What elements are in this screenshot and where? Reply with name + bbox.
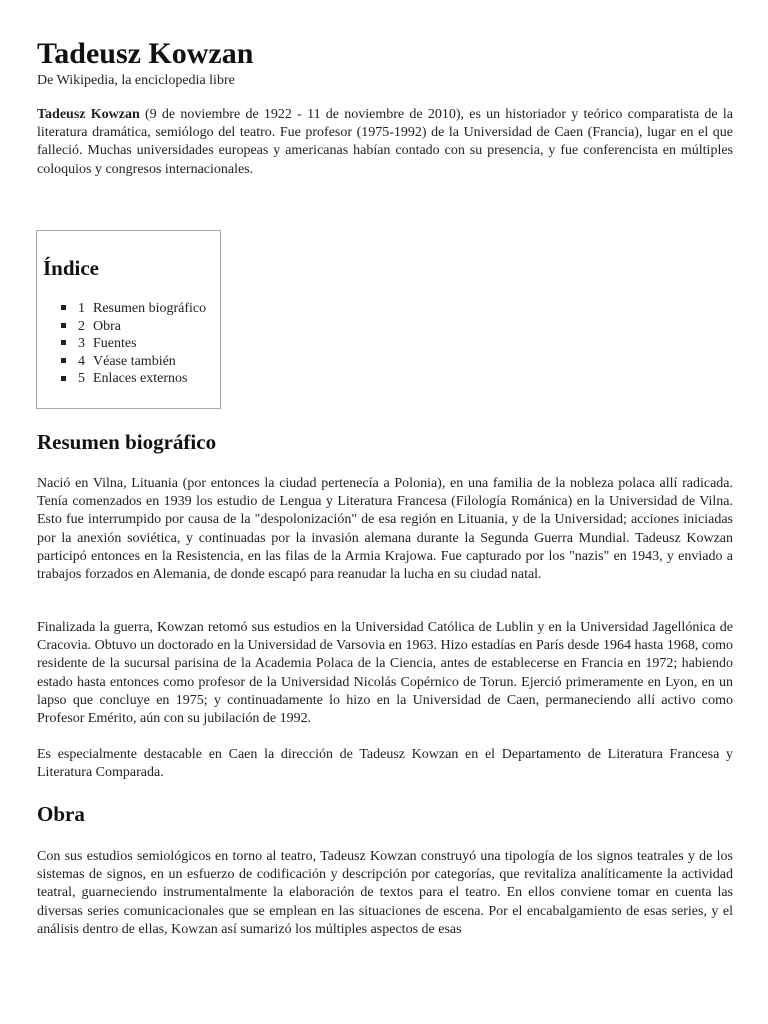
toc-item-enlaces[interactable] bbox=[61, 370, 206, 388]
toc-item-number: 5 bbox=[78, 371, 85, 387]
toc-item-resumen[interactable] bbox=[61, 300, 206, 318]
toc-item-label[interactable]: Resumen biográfico bbox=[93, 301, 207, 316]
toc-item-vease[interactable] bbox=[61, 353, 206, 371]
section-heading-obra: Obra bbox=[37, 802, 85, 826]
toc-item-obra[interactable] bbox=[61, 318, 206, 336]
bullet-icon bbox=[61, 305, 66, 310]
obra-paragraph-1: Con sus estudios semiológicos en torno al teatro, Tadeusz Kowzan construyó una tipología de los signos teatrales y de los sistemas de signos, en un esfuerzo de codificación y descripción por categorías, que revitaliza analíticamente la actividad teatral, guarneciendo instrumentalmente la elaboración de textos para el teatro. En ellos conviene tomar en cuenta las diversas series comunicacionales que se emplean en las situaciones de escena. Por el encabalgamiento de esas series, y el análisis dentro de ellas, Kowzan así sumarizó los múltiples aspectos de esas bbox=[37, 849, 733, 937]
intro-text: (9 de noviembre de 1922 - 11 de noviembre de 2010), es un historiador y teórico comparatista de la literatura dramática, semiólogo del teatro. Fue profesor (1975-1992) de la Universidad de Caen (Francia), lugar en el que falleció. Muchas universidades europeas y americanas habían contado con su presencia, y fue conferencista en múltiples coloquios y congresos internacionales. bbox=[37, 107, 733, 177]
toc-item-label[interactable]: Obra bbox=[93, 318, 121, 334]
page-title: Tadeusz Kowzan bbox=[37, 37, 254, 70]
bullet-icon bbox=[61, 340, 66, 345]
toc-item-label[interactable]: Fuentes bbox=[93, 336, 137, 352]
bullet-icon bbox=[61, 358, 66, 363]
resumen-paragraph-1: Nació en Vilna, Lituania (por entonces la ciudad pertenecía a Polonia), en una familia de la nobleza polaca allí radicada. Tenía comenzados en 1939 los estudio de Lengua y Literatura Francesa (Filología Románica) en la Universidad de Vilna. Esto fue interrumpido por causa de la "despolonización" de esa región en Lituania, y de la Universidad; acciones iniciadas por la anexión soviética, y continuadas por la invasión alemana durante la Segunda Guerra Mundial. Tadeusz Kowzan participó entonces en la Resistencia, en las filas de la Armia Krajowa. Fue capturado por los "nazis" en 1943, y enviado a trabajos forzados en Alemania, de donde escapó para reanudar la lucha en su ciudad natal. bbox=[37, 476, 733, 583]
toc-item-label[interactable]: Enlaces externos bbox=[93, 371, 188, 387]
toc-item-number: 2 bbox=[78, 318, 85, 334]
bullet-icon bbox=[61, 323, 66, 328]
toc-item-number: 1 bbox=[78, 301, 85, 316]
bullet-icon bbox=[61, 376, 66, 381]
intro-bold-name: Tadeusz Kowzan bbox=[37, 107, 140, 122]
intro-paragraph bbox=[37, 106, 733, 179]
toc-item-number: 3 bbox=[78, 336, 85, 352]
table-of-contents bbox=[36, 230, 221, 409]
section-heading-resumen: Resumen biográfico bbox=[37, 430, 217, 454]
toc-item-label[interactable]: Véase también bbox=[93, 353, 176, 369]
resumen-paragraph-3: Es especialmente destacable en Caen la dirección de Tadeusz Kowzan en el Departamento de Literatura Francesa y Literatura Comparada. bbox=[37, 747, 733, 781]
page-subtitle: De Wikipedia, la enciclopedia libre bbox=[37, 73, 235, 88]
toc-list bbox=[61, 300, 206, 388]
toc-item-number: 4 bbox=[78, 353, 85, 369]
toc-item-fuentes[interactable] bbox=[61, 335, 206, 353]
resumen-paragraph-2: Finalizada la guerra, Kowzan retomó sus estudios en la Universidad Católica de Lublin y en la Universidad Jagellónica de Cracovia. Obtuvo un doctorado en la Universidad de Varsovia en 1963. Hizo estadías en París desde 1964 hasta 1968, como residente de la sucursal parisina de la Academia Polaca de la Ciencia, antes de establecerse en Francia en 1972; habiendo estado hasta entonces como profesor de la Universidad Nicolás Copérnico de Torun. Ejerció primeramente en Lyon, en un lapso que concluye en 1975; y continuadamente lo hizo en la Universidad de Caen, permaneciendo allí activo como Profesor Emérito, aún con su jubilación de 1992. bbox=[37, 620, 733, 727]
toc-title: Índice bbox=[43, 256, 100, 280]
